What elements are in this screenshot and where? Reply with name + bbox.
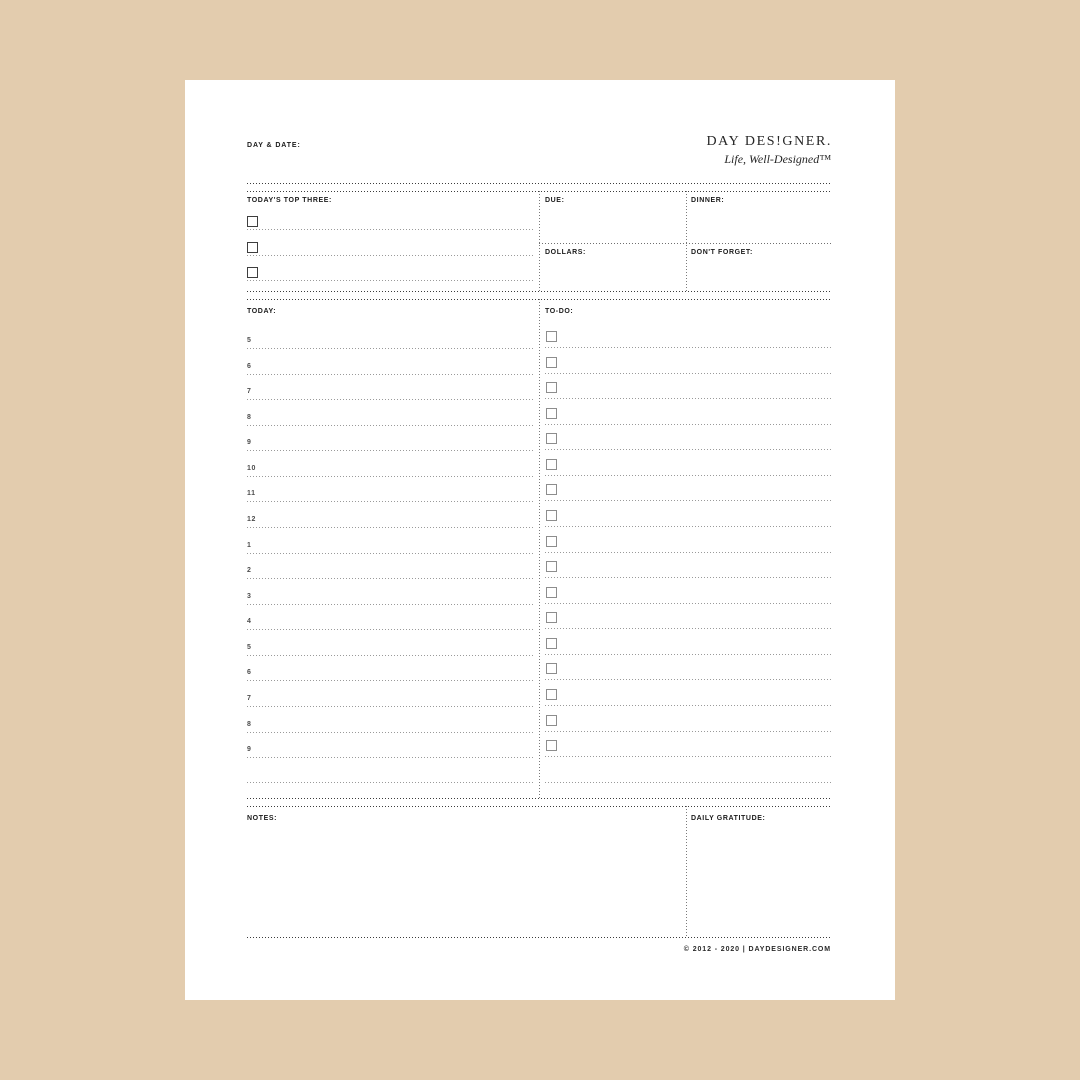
todo-writing-line[interactable]	[545, 628, 831, 629]
schedule-time-label: 8	[247, 721, 252, 728]
schedule-writing-line[interactable]	[247, 476, 533, 477]
schedule-time-label: 4	[247, 618, 252, 625]
top-three-checkbox[interactable]	[247, 267, 258, 278]
todo-writing-line[interactable]	[545, 577, 831, 578]
schedule-time-label: 11	[247, 490, 256, 497]
top-three-checkbox[interactable]	[247, 216, 258, 227]
schedule-writing-line[interactable]	[247, 553, 533, 554]
notes-area[interactable]	[247, 825, 684, 935]
schedule-writing-line[interactable]	[247, 425, 533, 426]
schedule-time-label: 8	[247, 414, 252, 421]
schedule-writing-line[interactable]	[247, 399, 533, 400]
todo-extra-line[interactable]	[545, 782, 831, 783]
schedule-time-label: 12	[247, 516, 256, 523]
day-date-label: DAY & DATE:	[247, 142, 301, 149]
brand-tagline: Life, Well-Designed™	[724, 152, 831, 166]
todo-checkbox[interactable]	[546, 433, 557, 444]
due-label: DUE:	[545, 197, 565, 204]
section-divider	[247, 183, 831, 184]
schedule-writing-line[interactable]	[247, 680, 533, 681]
schedule-extra-line[interactable]	[247, 782, 533, 783]
schedule-time-label: 7	[247, 388, 252, 395]
todo-writing-line[interactable]	[545, 373, 831, 374]
todo-writing-line[interactable]	[545, 552, 831, 553]
todo-checkbox[interactable]	[546, 587, 557, 598]
todo-writing-line[interactable]	[545, 424, 831, 425]
today-label: TODAY:	[247, 308, 277, 315]
dont-forget-label: DON'T FORGET:	[691, 249, 753, 256]
schedule-writing-line[interactable]	[247, 629, 533, 630]
schedule-time-label: 9	[247, 439, 252, 446]
top-three-writing-line[interactable]	[247, 229, 533, 230]
schedule-writing-line[interactable]	[247, 450, 533, 451]
todo-writing-line[interactable]	[545, 347, 831, 348]
schedule-writing-line[interactable]	[247, 501, 533, 502]
todo-writing-line[interactable]	[545, 475, 831, 476]
gratitude-label: DAILY GRATITUDE:	[691, 815, 766, 822]
dollars-area[interactable]	[539, 244, 686, 291]
todo-checkbox[interactable]	[546, 715, 557, 726]
todo-checkbox[interactable]	[546, 638, 557, 649]
todo-writing-line[interactable]	[545, 449, 831, 450]
planner-page	[185, 80, 895, 1000]
schedule-writing-line[interactable]	[247, 706, 533, 707]
todo-checkbox[interactable]	[546, 740, 557, 751]
dont-forget-area[interactable]	[686, 244, 831, 291]
todo-label: TO-DO:	[545, 308, 574, 315]
schedule-time-label: 3	[247, 593, 252, 600]
todo-writing-line[interactable]	[545, 731, 831, 732]
schedule-writing-line[interactable]	[247, 374, 533, 375]
schedule-time-label: 5	[247, 644, 252, 651]
top-three-writing-line[interactable]	[247, 280, 533, 281]
brand-logo: DAY DES!GNER.	[706, 134, 832, 149]
schedule-time-label: 7	[247, 695, 252, 702]
todo-checkbox[interactable]	[546, 382, 557, 393]
schedule-column-divider	[539, 299, 540, 798]
todo-checkbox[interactable]	[546, 408, 557, 419]
dinner-label: DINNER:	[691, 197, 725, 204]
schedule-time-label: 10	[247, 465, 256, 472]
todo-writing-line[interactable]	[545, 679, 831, 680]
top-three-writing-line[interactable]	[247, 255, 533, 256]
schedule-writing-line[interactable]	[247, 655, 533, 656]
schedule-time-label: 6	[247, 669, 252, 676]
top-three-checkbox[interactable]	[247, 242, 258, 253]
schedule-writing-line[interactable]	[247, 527, 533, 528]
todo-writing-line[interactable]	[545, 756, 831, 757]
todo-checkbox[interactable]	[546, 689, 557, 700]
schedule-writing-line[interactable]	[247, 757, 533, 758]
schedule-writing-line[interactable]	[247, 604, 533, 605]
todo-writing-line[interactable]	[545, 705, 831, 706]
dinner-area[interactable]	[686, 191, 831, 243]
todo-checkbox[interactable]	[546, 331, 557, 342]
todo-writing-line[interactable]	[545, 526, 831, 527]
dollars-label: DOLLARS:	[545, 249, 586, 256]
schedule-writing-line[interactable]	[247, 348, 533, 349]
todo-checkbox[interactable]	[546, 536, 557, 547]
todo-checkbox[interactable]	[546, 357, 557, 368]
todo-checkbox[interactable]	[546, 663, 557, 674]
schedule-time-label: 1	[247, 542, 252, 549]
section-divider	[247, 291, 831, 292]
schedule-time-label: 2	[247, 567, 252, 574]
schedule-time-label: 6	[247, 363, 252, 370]
todo-writing-line[interactable]	[545, 654, 831, 655]
schedule-time-label: 9	[247, 746, 252, 753]
todo-writing-line[interactable]	[545, 398, 831, 399]
todo-checkbox[interactable]	[546, 510, 557, 521]
due-area[interactable]	[539, 191, 686, 243]
gratitude-area[interactable]	[688, 825, 831, 935]
section-divider	[247, 806, 831, 807]
notes-gratitude-divider	[686, 806, 687, 937]
todo-checkbox[interactable]	[546, 459, 557, 470]
top-three-label: TODAY'S TOP THREE:	[247, 197, 332, 204]
notes-label: NOTES:	[247, 815, 278, 822]
todo-checkbox[interactable]	[546, 484, 557, 495]
page-bottom-rule	[247, 937, 831, 938]
todo-writing-line[interactable]	[545, 603, 831, 604]
todo-writing-line[interactable]	[545, 500, 831, 501]
todo-checkbox[interactable]	[546, 612, 557, 623]
copyright-text: © 2012 - 2020 | DAYDESIGNER.COM	[683, 946, 831, 953]
schedule-writing-line[interactable]	[247, 732, 533, 733]
schedule-time-label: 5	[247, 337, 252, 344]
section-divider	[247, 798, 831, 799]
schedule-writing-line[interactable]	[247, 578, 533, 579]
todo-checkbox[interactable]	[546, 561, 557, 572]
